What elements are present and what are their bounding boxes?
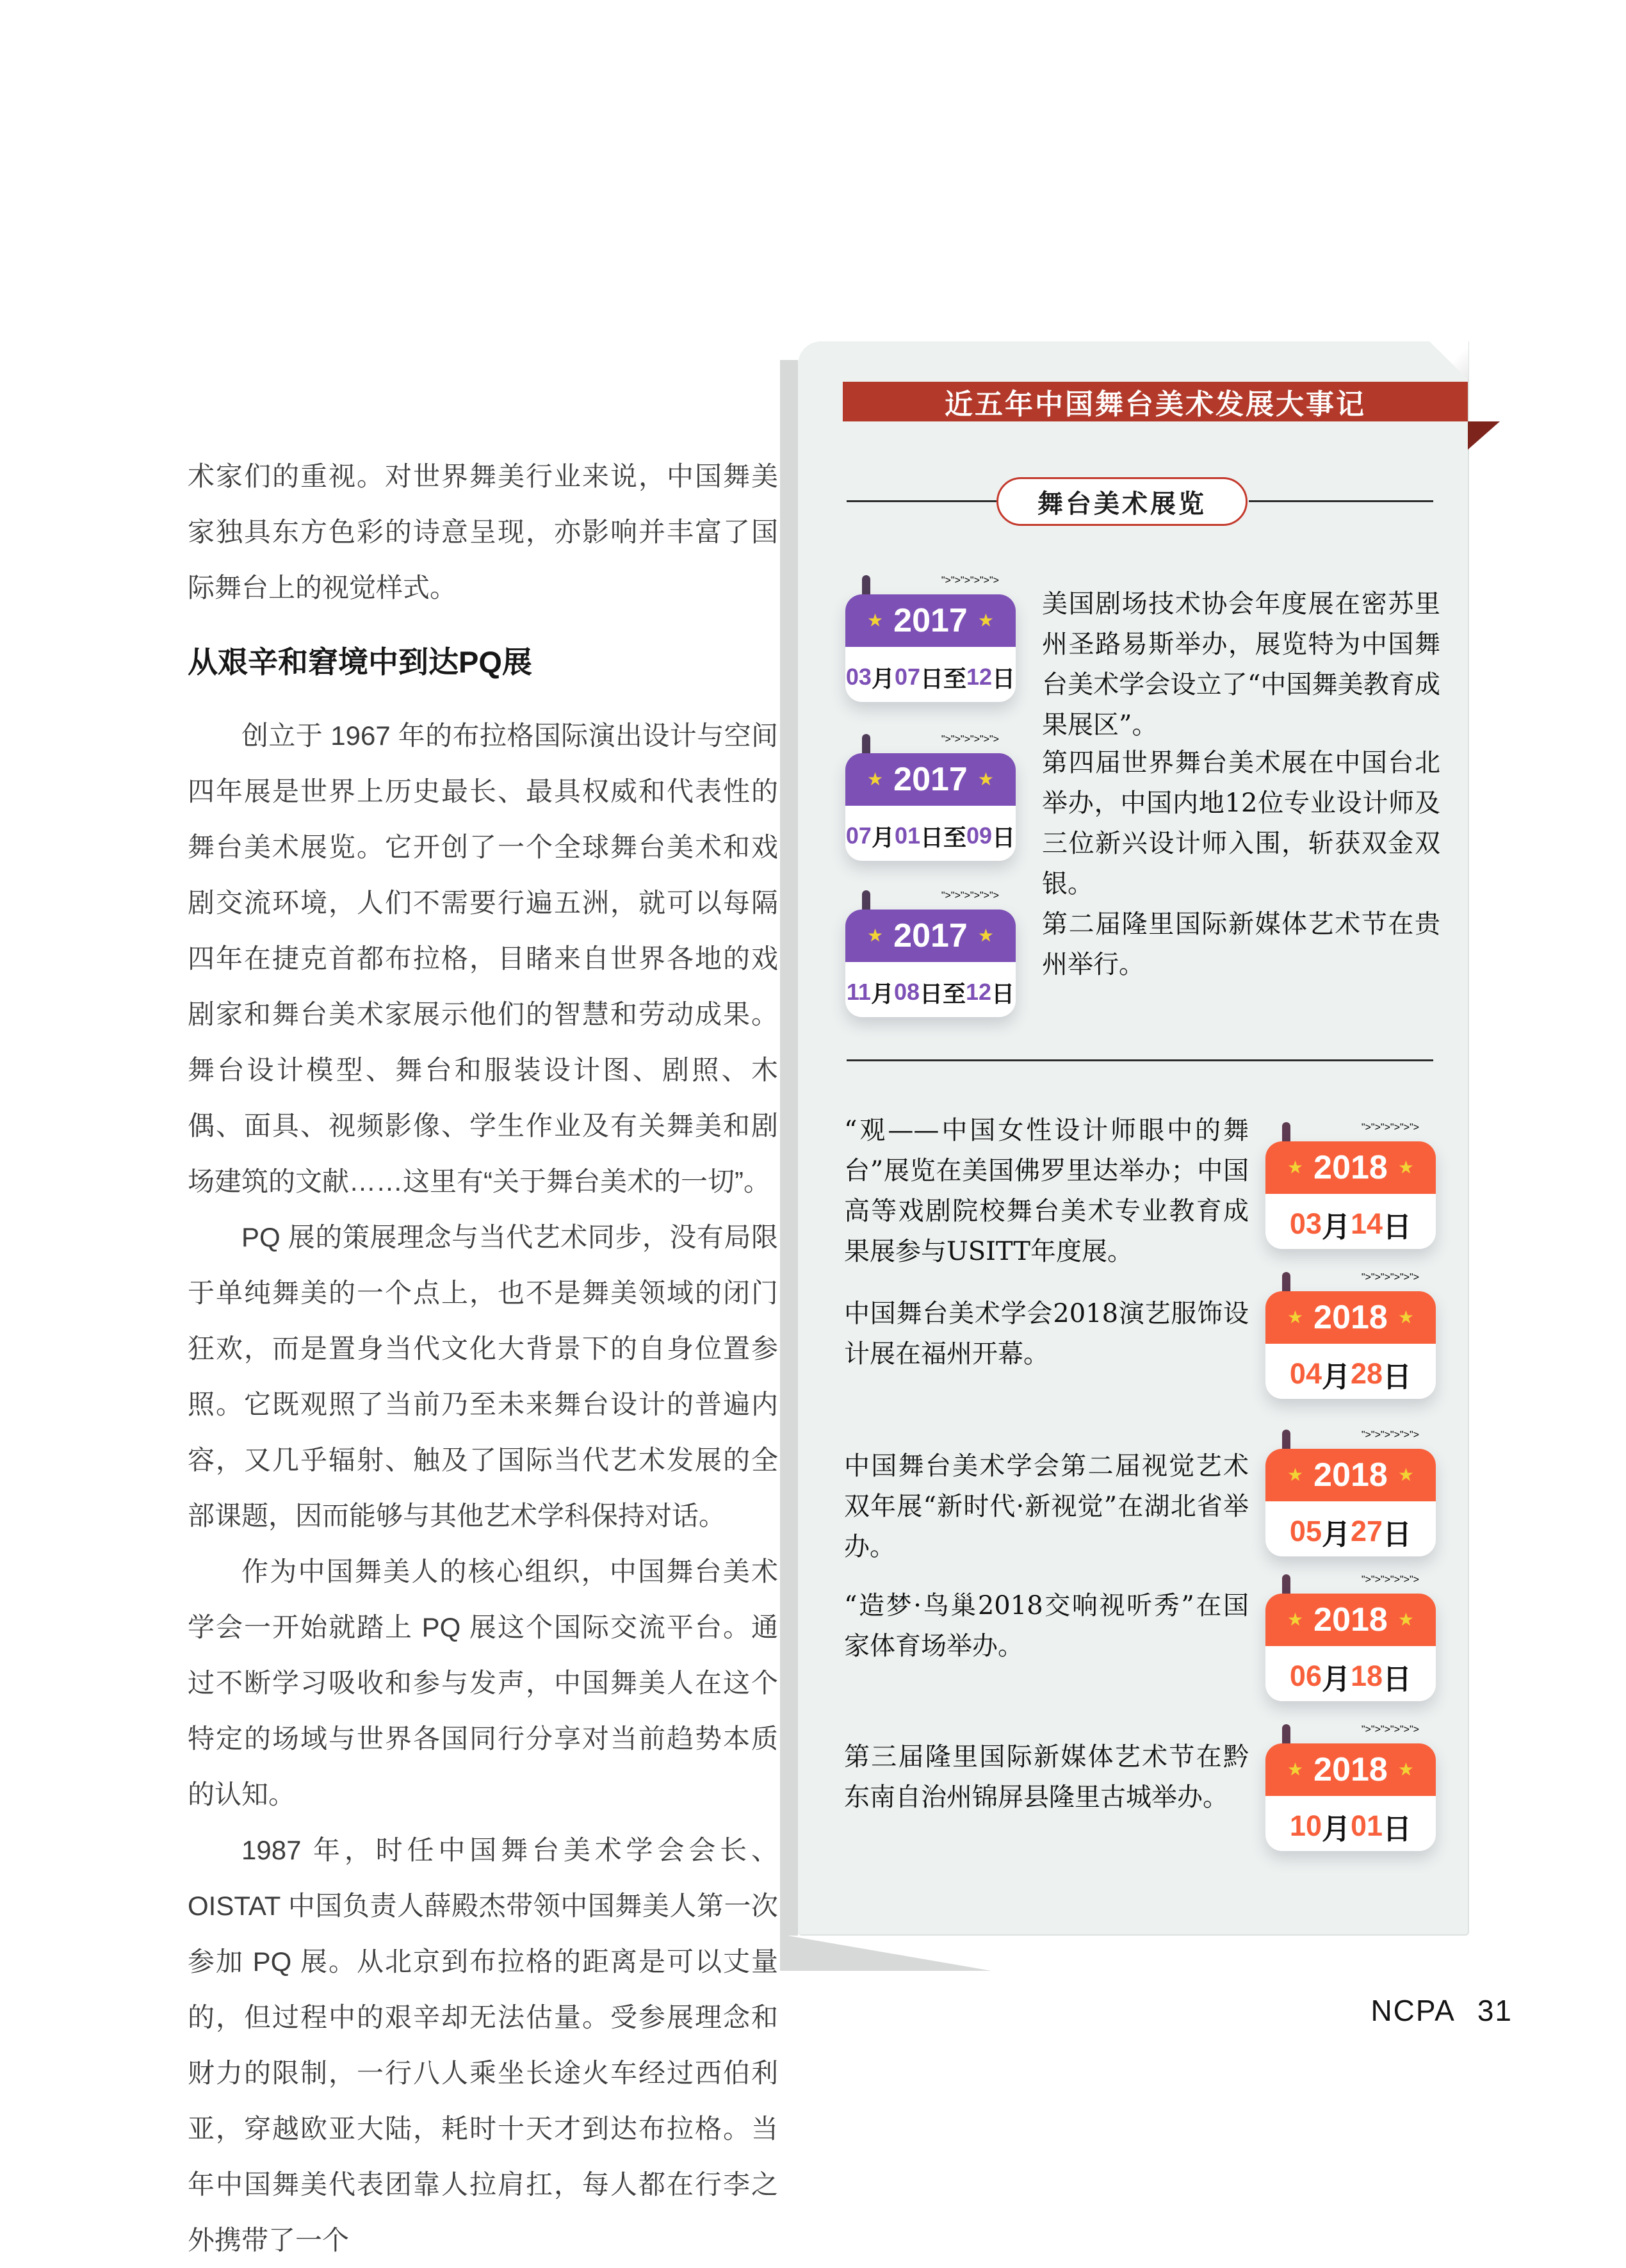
star-icon: ★ <box>1397 1465 1414 1485</box>
calendar-body <box>1265 1291 1436 1399</box>
calendar-body <box>845 753 1016 861</box>
star-icon: ★ <box>1287 1157 1304 1177</box>
calendar-year-band <box>1265 1743 1436 1796</box>
calendar-icon <box>1265 1430 1436 1556</box>
panel-shadow <box>780 360 798 1936</box>
article-paragraph: PQ 展的策展理念与当代艺术同步，没有局限于单纯舞美的一个点上，也不是舞美领域的闭门狂欢，而是置身当代文化大背景下的自身位置参照。它既观照了当前乃至未来舞台设计的普遍内容，又几乎辐射、触及了国际当代艺术发展的全部课题，因而能够与其他艺术学科保持对话。 <box>188 1222 778 1531</box>
calendar-date: 06 月 18 日 <box>1289 1660 1412 1695</box>
calendar-rings: ">">">">">"> <box>845 734 1016 767</box>
star-icon: ★ <box>977 610 994 630</box>
calendar-icon <box>1265 1122 1436 1249</box>
calendar-body <box>1265 1141 1436 1249</box>
panel-shadow-wedge <box>780 1934 991 1971</box>
calendar-year: 2018 <box>1313 1601 1388 1638</box>
section-divider <box>847 1059 1433 1061</box>
calendar-icon <box>1265 1724 1436 1851</box>
calendar-year: 2017 <box>893 602 968 639</box>
calendar-year-band <box>845 753 1016 806</box>
star-icon: ★ <box>1287 1610 1304 1629</box>
footer-brand: NCPA <box>1370 1994 1456 2027</box>
calendar-year-band <box>1265 1141 1436 1194</box>
calendar-date: 11 月 08 日至 12 日 <box>846 979 1015 1007</box>
calendar-year: 2017 <box>893 917 968 954</box>
star-icon: ★ <box>867 769 884 789</box>
star-icon: ★ <box>1397 1610 1414 1629</box>
banner-fold-triangle <box>1468 421 1500 450</box>
calendar-body <box>1265 1449 1436 1556</box>
article-paragraph: 1987 年，时任中国舞台美术学会会长、OISTAT 中国负责人薛殿杰带领中国舞美人第一次参加 PQ 展。从北京到布拉格的距离是可以丈量的，但过程中的艰辛却无法估量。受参展理念和财力的限制，一行八人乘坐长途火车经过西伯利亚，穿越欧亚大陆，耗时十天才到达布拉格。当年中国舞美代表团靠人拉肩扛，每人都在行李之外携带了一个 <box>188 1835 778 2255</box>
event-description: “观——中国女性设计师眼中的舞台”展览在美国佛罗里达举办；中国高等戏剧院校舞台美术专业教育成果展参与USITT年度展。 <box>844 1116 1249 1266</box>
panel-title: 近五年中国舞台美术发展大事记 <box>945 389 1366 420</box>
event-description: 中国舞台美术学会第二届视觉艺术双年展“新时代·新视觉”在湖北省举办。 <box>844 1451 1249 1562</box>
calendar-year: 2018 <box>1313 1149 1388 1186</box>
calendar-body <box>845 910 1016 1017</box>
star-icon: ★ <box>1287 1307 1304 1327</box>
calendar-rings: ">">">">">"> <box>1265 1724 1436 1758</box>
star-icon: ★ <box>867 926 884 945</box>
calendar-date: 07 月 01 日至 09 日 <box>845 822 1016 851</box>
calendar-date: 03 月 14 日 <box>1289 1207 1412 1243</box>
event-description: “造梦·鸟巢2018交响视听秀”在国家体育场举办。 <box>844 1591 1249 1661</box>
event-description: 第三届隆里国际新媒体艺术节在黔东南自治州锦屏县隆里古城举办。 <box>844 1742 1249 1812</box>
star-icon: ★ <box>1397 1759 1414 1779</box>
calendar-year: 2018 <box>1313 1456 1388 1494</box>
event-description: 美国剧场技术协会年度展在密苏里州圣路易斯举办，展览特为中国舞台美术学会设立了“中国舞美教育成果展区”。 <box>1042 589 1440 740</box>
article-intro-paragraph: 术家们的重视。对世界舞美行业来说，中国舞美家独具东方色彩的诗意呈现，亦影响并丰富了国际舞台上的视觉样式。 <box>188 461 778 603</box>
calendar-year-band <box>845 910 1016 962</box>
event-description: 第四届世界舞台美术展在中国台北举办，中国内地12位专业设计师及三位新兴设计师入围，斩获双金双银。 <box>1042 748 1440 899</box>
star-icon: ★ <box>867 610 884 630</box>
calendar-year-band <box>1265 1594 1436 1646</box>
calendar-icon <box>1265 1574 1436 1701</box>
calendar-year-band <box>845 594 1016 647</box>
calendar-year: 2018 <box>1313 1299 1388 1336</box>
star-icon: ★ <box>1397 1307 1414 1327</box>
badge-rule-right <box>1249 500 1433 502</box>
section-badge <box>996 477 1248 526</box>
section-badge-label: 舞台美术展览 <box>1037 489 1207 518</box>
article-heading: 从艰辛和窘境中到达PQ展 <box>188 645 532 679</box>
calendar-rings: ">">">">">"> <box>1265 1122 1436 1155</box>
calendar-body <box>1265 1743 1436 1851</box>
event-description: 中国舞台美术学会2018演艺服饰设计展在福州开幕。 <box>844 1299 1249 1369</box>
calendar-year: 2018 <box>1313 1751 1388 1788</box>
calendar-date: 04 月 28 日 <box>1289 1357 1412 1393</box>
article-column <box>188 448 778 2268</box>
calendar-icon <box>845 890 1016 1017</box>
calendar-icon <box>1265 1272 1436 1399</box>
event-description: 第二届隆里国际新媒体艺术节在贵州举行。 <box>1042 910 1440 979</box>
calendar-date: 05 月 27 日 <box>1289 1515 1412 1551</box>
calendar-rings: ">">">">">"> <box>1265 1574 1436 1608</box>
calendar-rings: ">">">">">"> <box>1265 1272 1436 1305</box>
calendar-year: 2017 <box>893 761 968 798</box>
calendar-rings: ">">">">">"> <box>1265 1430 1436 1463</box>
panel-title-banner <box>843 382 1468 421</box>
star-icon: ★ <box>1397 1157 1414 1177</box>
star-icon: ★ <box>1287 1759 1304 1779</box>
star-icon: ★ <box>1287 1465 1304 1485</box>
badge-rule-left <box>847 500 996 502</box>
page-footer <box>1370 1993 1513 2028</box>
calendar-body <box>1265 1594 1436 1701</box>
calendar-date: 03 月 07 日至 12 日 <box>845 664 1016 692</box>
calendar-body <box>845 594 1016 702</box>
article-paragraph: 创立于 1967 年的布拉格国际演出设计与空间四年展是世界上历史最长、最具权威和代表性的舞台美术展览。它开创了一个全球舞台美术和戏剧交流环境，人们不需要行遍五洲，就可以每隔四年在捷克首都布拉格，目睹来自世界各地的戏剧家和舞台美术家展示他们的智慧和劳动成果。舞台设计模型、舞台和服装设计图、剧照、木偶、面具、视频影像、学生作业及有关舞美和剧场建筑的文献……这里有“关于舞台美术的一切”。 <box>188 721 778 1196</box>
calendar-year-band <box>1265 1449 1436 1501</box>
calendar-icon <box>845 734 1016 861</box>
calendar-icon <box>845 575 1016 702</box>
calendar-rings: ">">">">">"> <box>845 890 1016 924</box>
footer-page-number: 31 <box>1477 1994 1513 2027</box>
calendar-year-band <box>1265 1291 1436 1344</box>
calendar-rings: ">">">">">"> <box>845 575 1016 608</box>
star-icon: ★ <box>977 769 994 789</box>
calendar-date: 10 月 01 日 <box>1289 1809 1412 1845</box>
star-icon: ★ <box>977 926 994 945</box>
article-paragraph: 作为中国舞美人的核心组织，中国舞台美术学会一开始就踏上 PQ 展这个国际交流平台。通过不断学习吸收和参与发声，中国舞美人在这个特定的场域与世界各国同行分享对当前趋势本质的认知。 <box>188 1556 778 1809</box>
